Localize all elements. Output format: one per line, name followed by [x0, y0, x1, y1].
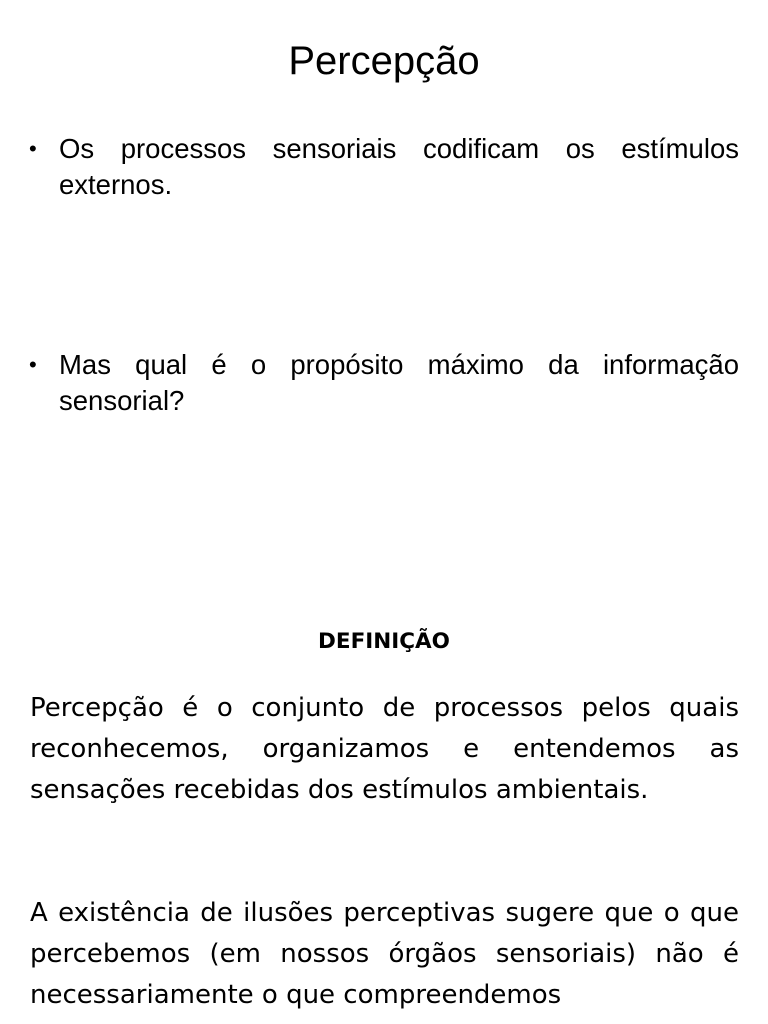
slide-title: Percepção	[288, 39, 480, 83]
bullet-text: Mas qual é o propósito máximo da informação sensorial?	[59, 349, 739, 416]
bullet-dot-icon: •	[29, 352, 37, 377]
illusion-paragraph: A existência de ilusões perceptivas sugere que o que percebemos (em nossos órgãos sensoriais) não é necessariamente o que compreendemos	[30, 898, 739, 1010]
bullet-text: Os processos sensoriais codificam os estímulos externos.	[59, 133, 739, 200]
definition-heading: DEFINIÇÃO	[318, 629, 450, 654]
bullet-dot-icon: •	[29, 136, 37, 161]
definition-paragraph: Percepção é o conjunto de processos pelos quais reconhecemos, organizamos e entendemos as sensações recebidas dos estímulos ambientais.	[30, 693, 739, 805]
bullet-item	[29, 131, 739, 203]
bullet-item	[29, 347, 739, 419]
